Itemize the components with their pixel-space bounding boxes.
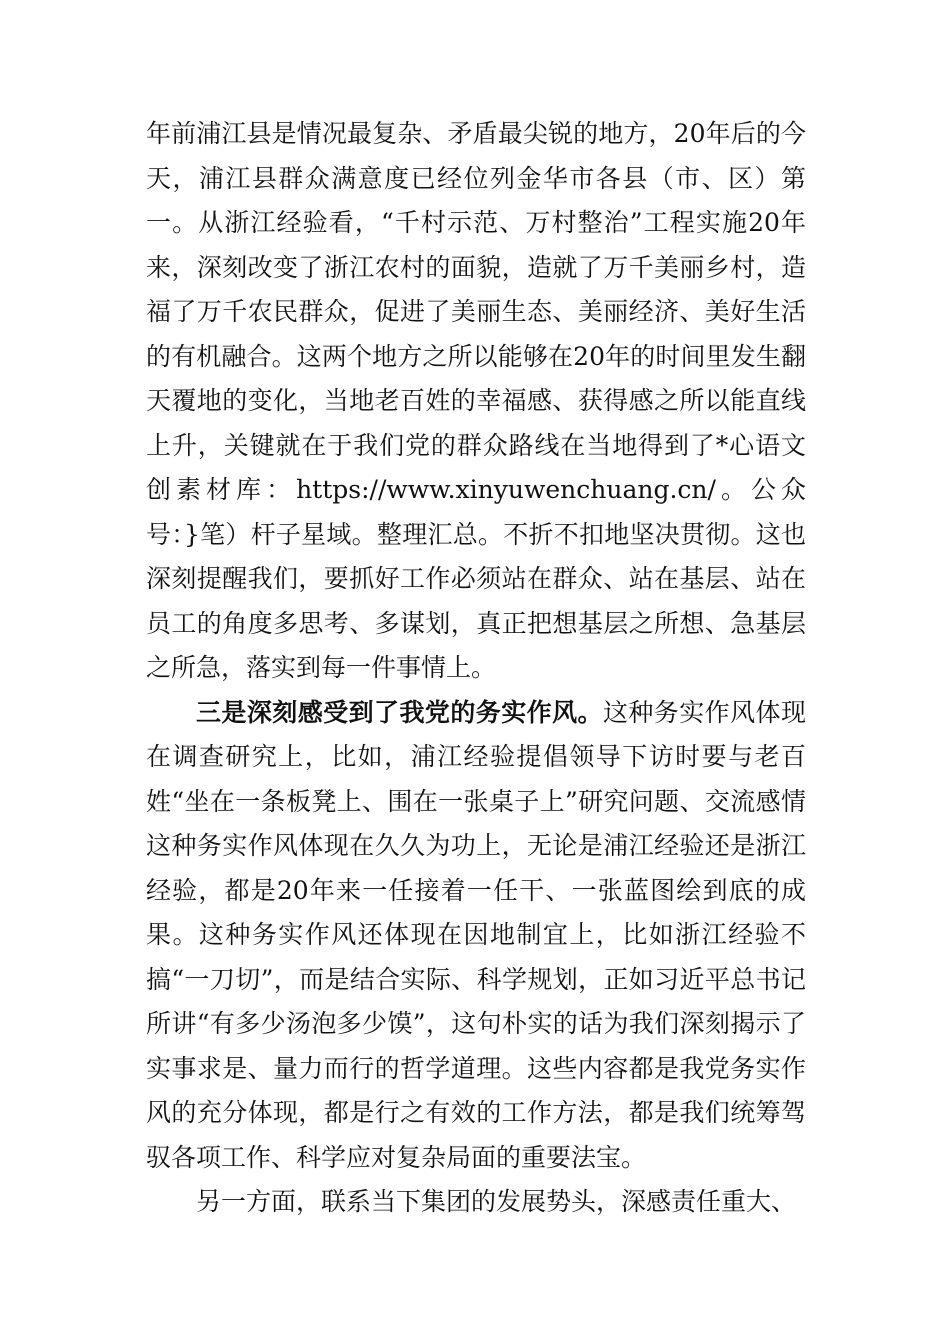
paragraph-lead-heading: 三是深刻感受到了我党的务实作风。 [196, 697, 603, 727]
paragraph-text: 年前浦江县是情况最复杂、矛盾最尖锐的地方，20年后的今天，浦江县群众满意度已经位列金华市各县（市、区）第一。从浙江经验看，“千村示范、万村整治”工程实施20年来，深刻改变了浙江农村的面貌，造就了万千美丽乡村，造福了万千农民群众，促进了美丽生态、美丽经济、美好生活的有机融合。这两个地方之所以能够在20年的时间里发生翻天覆地的变化，当地老百姓的幸福感、获得感之所以能直线上升，关键就在于我们党的群众路线在当地得到了*心语文创素材库：https://www.xinyuwenchuang.cn/。公众号：}笔）杆子星域。整理汇总。不折不扣地坚决贯彻。这也深刻提醒我们，要抓好工作必须站在群众、站在基层、站在员工的角度多思考、多谋划，真正把想基层之所想、急基层之所急，落实到每一件事情上。 [146, 119, 806, 682]
paragraph-text: 这种务实作风体现在调查研究上，比如，浦江经验提倡领导下访时要与老百姓“坐在一条板凳上、围在一张桌子上”研究问题、交流感情这种务实作风体现在久久为功上，无论是浦江经验还是浙江经验，都是20年来一任接着一任干、一张蓝图绘到底的成果。这种务实作风还体现在因地制宜上，比如浙江经验不搞“一刀切”，而是结合实际、科学规划，正如习近平总书记所讲“有多少汤泡多少馍”，这句朴实的话为我们深刻揭示了实事求是、量力而行的哲学道理。这些内容都是我党务实作风的充分体现，都是行之有效的工作方法，都是我们统筹驾驭各项工作、科学应对复杂局面的重要法宝。 [146, 697, 806, 1172]
paragraph-pragmatic-style [146, 691, 806, 1181]
paragraph-text: 另一方面，联系当下集团的发展势头，深感责任重大、 [196, 1187, 797, 1216]
paragraph-mass-line [146, 112, 806, 691]
paragraph-group-development [146, 1180, 806, 1225]
document-body [146, 112, 806, 1225]
